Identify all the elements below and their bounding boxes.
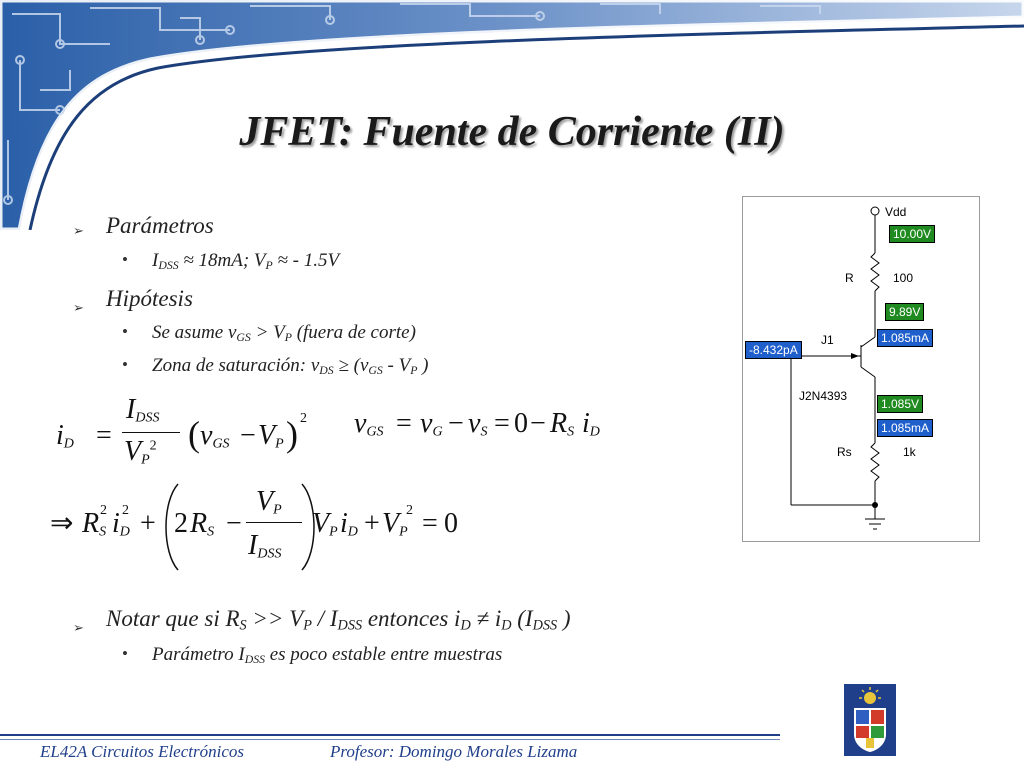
- resistor-rs-label: Rs: [837, 445, 852, 459]
- vdd-probe: 10.00V: [889, 225, 935, 243]
- circuit-wiring: [743, 197, 979, 541]
- dot-bullet-icon: •: [122, 355, 128, 374]
- bullet-corte: Se asume $v_{GS} > V_P$ (fuera de corte): [152, 322, 416, 344]
- bullet-idss: $I_{DSS} \approx 18mA$; $V_P$ ≈ - 1.5V: [152, 250, 340, 272]
- slide-title: JFET: Fuente de Corriente (II): [239, 109, 785, 155]
- bullet-notar: Notar que si $R_S >> V_P / I_{DSS}$ entonces $i_D \ne i_D$ ($I_{DSS}$ ): [106, 606, 571, 634]
- ig-probe: -8.432pA: [745, 341, 802, 359]
- equation-vgs: $v_{GS}$ = $v_G$ − $v_S$ = 0 − $R_S$ $i_D$: [354, 408, 600, 440]
- is-probe: 1.085mA: [877, 419, 933, 437]
- footer-divider: [0, 739, 780, 740]
- resistor-rs-value: 1k: [903, 445, 916, 459]
- bullet-hipotesis: Hipótesis: [106, 286, 193, 311]
- vs-probe: 1.085V: [877, 395, 923, 413]
- id-probe: 1.085mA: [877, 329, 933, 347]
- bullet-parametros: Parámetros: [106, 213, 214, 238]
- jfet-label: J1: [821, 333, 834, 347]
- dot-bullet-icon: •: [122, 250, 128, 269]
- bullet-saturacion: Zona de saturación: $v_{DS} \ge (v_{GS} - V_P$ ): [152, 355, 429, 377]
- resistor-r-label: R: [845, 271, 854, 285]
- arrow-bullet-icon: ➢: [73, 223, 84, 238]
- jfet-part-label: J2N4393: [799, 389, 848, 403]
- resistor-r-value: 100: [893, 271, 914, 285]
- vdd-label: Vdd: [885, 205, 907, 219]
- footer-divider: [0, 734, 780, 736]
- equation-id: $i_D$ = $I_{DSS}$ $V_P^2$ ( $v_{GS}$ − $V_P$ ) 2: [56, 394, 307, 468]
- equation-cuadratica: ⇒ $R_S$ 2 $i_D$ 2 + 2 $R_S$ − $V_P$ $I_{DSS}$ $V_P$ $i_D$ + $V_P$ 2 = 0: [50, 482, 470, 572]
- arrow-bullet-icon: ➢: [73, 620, 84, 635]
- vd-probe: 9.89V: [885, 303, 924, 321]
- footer-course: EL42A Circuitos Electrónicos: [40, 742, 244, 761]
- dot-bullet-icon: •: [122, 322, 128, 341]
- footer-professor: Profesor: Domingo Morales Lizama: [330, 742, 578, 761]
- dot-bullet-icon: •: [122, 644, 128, 663]
- circuit-schematic: [742, 196, 980, 542]
- arrow-bullet-icon: ➢: [73, 300, 84, 315]
- bullet-parametro-estable: Parámetro $I_{DSS}$ es poco estable entre muestras: [152, 644, 503, 666]
- university-crest-icon: [844, 684, 896, 756]
